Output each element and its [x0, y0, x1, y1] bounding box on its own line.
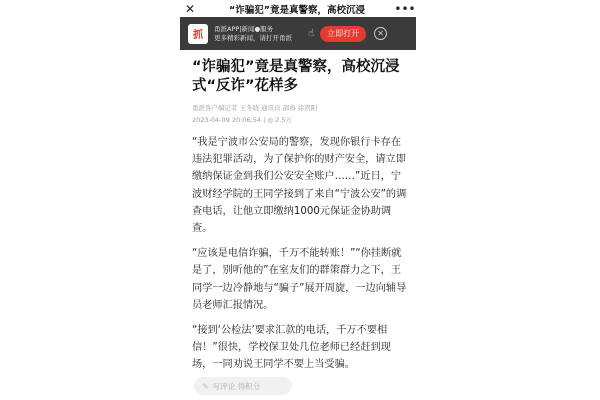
article-screen — [180, 0, 416, 400]
comment-placeholder: 写评论 得积分 — [212, 381, 261, 391]
article-meta — [192, 115, 292, 124]
banner-line-2: 更多精彩新闻，请打开甬派 — [214, 33, 292, 42]
article-date: 2023-04-09 20:06:54 — [192, 116, 262, 124]
pointer-icon: ☝ — [308, 28, 315, 39]
app-promo-banner[interactable] — [180, 17, 416, 50]
comment-input[interactable] — [194, 377, 292, 395]
banner-close-icon[interactable]: ✕ — [374, 27, 387, 40]
bottom-bar — [180, 373, 416, 400]
open-app-button[interactable]: 立即打开 — [320, 26, 366, 42]
paragraph: “接到‘公检法’要求汇款的电话，千万不要相信！”很快，学校保卫处几位老师已经赶到现场，一同劝说王同学不要上当受骗。 — [192, 325, 391, 371]
page-title: “诈骗犯”竟是真警察，高校沉浸 — [229, 4, 365, 16]
article-authors: 甬派客户端记者 王冬晓 通讯员 邵将 徐凯阳 — [192, 104, 318, 112]
close-icon[interactable]: ✕ — [184, 1, 196, 16]
eye-icon: ◎ — [267, 116, 274, 124]
more-icon[interactable]: ••• — [394, 1, 416, 16]
app-logo-icon: 抓 — [188, 24, 208, 44]
paragraph: “我是宁波市公安局的警察，发现你银行卡存在违法犯罪活动，为了保护你的财产安全，请立即缴纳保证金到我们公安安全账户……”近日，宁波财经学院的王同学接到了来自“宁波公安”的调查电话，让他立即缴纳1000元保证金协助调查。 — [192, 137, 407, 235]
pen-icon: ✎ — [202, 381, 209, 391]
article-headline: “诈骗犯”竟是真警察，高校沉浸式“反诈”花样多 — [192, 59, 400, 94]
banner-text — [214, 25, 306, 43]
top-bar — [180, 0, 416, 17]
banner-line-1: 甬派APP|新闻●服务 — [214, 24, 274, 33]
view-count: 2.5万 — [275, 116, 292, 124]
paragraph: “应该是电信诈骗，千万不能转账！”“你挂断就是了，别听他的”在室友们的群策群力之下，王同学一边冷静地与“骗子”展开周旋，一边向辅导员老师汇报情况。 — [192, 248, 407, 311]
article-body — [192, 134, 408, 382]
meta-divider: | — [263, 116, 268, 124]
